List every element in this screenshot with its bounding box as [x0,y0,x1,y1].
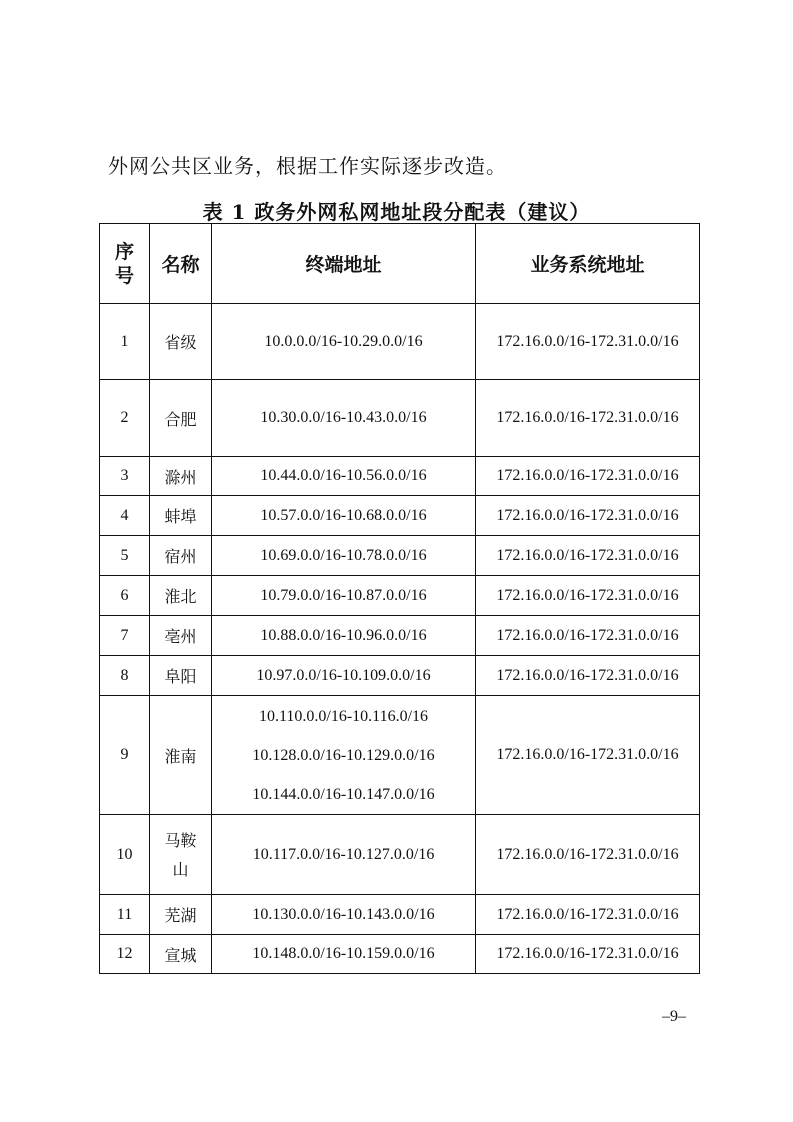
cell-terminal-address [212,656,476,696]
cell-business-address: 172.16.0.0/16-172.31.0.0/16 [476,457,700,496]
cell-business-address: 172.16.0.0/16-172.31.0.0/16 [476,616,700,656]
cell-name [150,895,212,935]
cell-name [150,536,212,576]
cell-seq: 9 [100,696,150,815]
cell-business-address: 172.16.0.0/16-172.31.0.0/16 [476,935,700,974]
cell-seq: 2 [100,380,150,457]
table-row [100,935,700,974]
cell-business-address: 172.16.0.0/16-172.31.0.0/16 [476,380,700,457]
terminal-address-range: 10.0.0.0/16-10.29.0.0/16 [264,332,423,350]
cell-name [150,935,212,974]
cell-terminal-address [212,616,476,656]
header-name: 名称 [150,224,212,304]
table-header-row [100,224,700,304]
cell-terminal-address [212,935,476,974]
cell-name-line: 亳州 [164,627,197,646]
cell-name [150,576,212,616]
cell-seq: 12 [100,935,150,974]
cell-seq: 5 [100,536,150,576]
intro-paragraph: 外网公共区业务，根据工作实际逐步改造。 [108,154,507,178]
cell-name-line: 合肥 [164,409,197,429]
cell-seq: 8 [100,656,150,696]
cell-terminal-address [212,696,476,815]
cell-name [150,457,212,496]
cell-terminal-address [212,457,476,496]
cell-name [150,696,212,815]
address-allocation-table [99,223,700,974]
cell-name-line: 宿州 [164,547,197,566]
cell-business-address: 172.16.0.0/16-172.31.0.0/16 [476,696,700,815]
cell-name-line: 芜湖 [164,906,197,925]
terminal-address-range: 10.88.0.0/16-10.96.0.0/16 [260,626,427,644]
cell-name-line: 宣城 [164,945,197,965]
cell-seq: 6 [100,576,150,616]
cell-name [150,815,212,895]
cell-business-address: 172.16.0.0/16-172.31.0.0/16 [476,815,700,895]
cell-business-address: 172.16.0.0/16-172.31.0.0/16 [476,304,700,380]
header-terminal-address: 终端地址 [212,224,476,304]
cell-name [150,616,212,656]
cell-name-line: 淮北 [164,587,197,606]
cell-terminal-address [212,380,476,457]
header-seq [100,224,150,304]
cell-business-address: 172.16.0.0/16-172.31.0.0/16 [476,656,700,696]
cell-business-address: 172.16.0.0/16-172.31.0.0/16 [476,536,700,576]
terminal-address-range: 10.144.0.0/16-10.147.0.0/16 [252,785,435,803]
terminal-address-range: 10.148.0.0/16-10.159.0.0/16 [252,945,435,962]
table-row [100,536,700,576]
terminal-address-range: 10.79.0.0/16-10.87.0.0/16 [260,586,427,604]
cell-seq: 10 [100,815,150,895]
terminal-address-range: 10.44.0.0/16-10.56.0.0/16 [260,467,427,484]
cell-name-line: 山 [172,859,189,879]
table-row [100,457,700,496]
cell-business-address: 172.16.0.0/16-172.31.0.0/16 [476,576,700,616]
terminal-address-range: 10.97.0.0/16-10.109.0.0/16 [256,666,431,684]
cell-seq: 1 [100,304,150,380]
terminal-address-range: 10.57.0.0/16-10.68.0.0/16 [260,506,427,524]
cell-terminal-address [212,304,476,380]
page-number: –9– [662,1008,686,1025]
table-row [100,304,700,380]
table-row [100,616,700,656]
cell-terminal-address [212,536,476,576]
cell-terminal-address [212,895,476,935]
table-row [100,656,700,696]
cell-name [150,380,212,457]
cell-name-line: 阜阳 [164,667,197,686]
terminal-address-range: 10.117.0.0/16-10.127.0.0/16 [252,845,435,863]
cell-terminal-address [212,496,476,536]
table-caption: 表 1 政务外网私网地址段分配表（建议） [202,200,591,224]
table-row [100,380,700,457]
cell-business-address: 172.16.0.0/16-172.31.0.0/16 [476,496,700,536]
table-row [100,815,700,895]
header-business-address: 业务系统地址 [476,224,700,304]
cell-name [150,304,212,380]
terminal-address-range: 10.69.0.0/16-10.78.0.0/16 [260,546,427,564]
table-row [100,496,700,536]
terminal-address-range: 10.130.0.0/16-10.143.0.0/16 [252,905,435,923]
terminal-address-range: 10.30.0.0/16-10.43.0.0/16 [260,409,427,426]
table-row [100,895,700,935]
cell-seq: 7 [100,616,150,656]
cell-name-line: 马鞍 [164,830,197,850]
cell-terminal-address [212,576,476,616]
cell-name [150,656,212,696]
cell-name-line: 淮南 [164,746,197,766]
cell-name-line: 滁州 [164,467,197,487]
cell-name-line: 省级 [164,333,197,352]
table-body [100,304,700,974]
terminal-address-range: 10.110.0.0/16-10.116.0/16 [258,707,429,725]
cell-name [150,496,212,536]
cell-terminal-address [212,815,476,895]
terminal-address-range: 10.128.0.0/16-10.129.0.0/16 [252,746,435,764]
table-row [100,576,700,616]
cell-seq: 11 [100,895,150,935]
cell-business-address: 172.16.0.0/16-172.31.0.0/16 [476,895,700,935]
header-seq-bottom: 号 [114,264,134,287]
header-seq-top: 序 [114,240,134,263]
cell-name-line: 蚌埠 [164,507,197,526]
cell-seq: 4 [100,496,150,536]
cell-seq: 3 [100,457,150,496]
table-row [100,696,700,815]
